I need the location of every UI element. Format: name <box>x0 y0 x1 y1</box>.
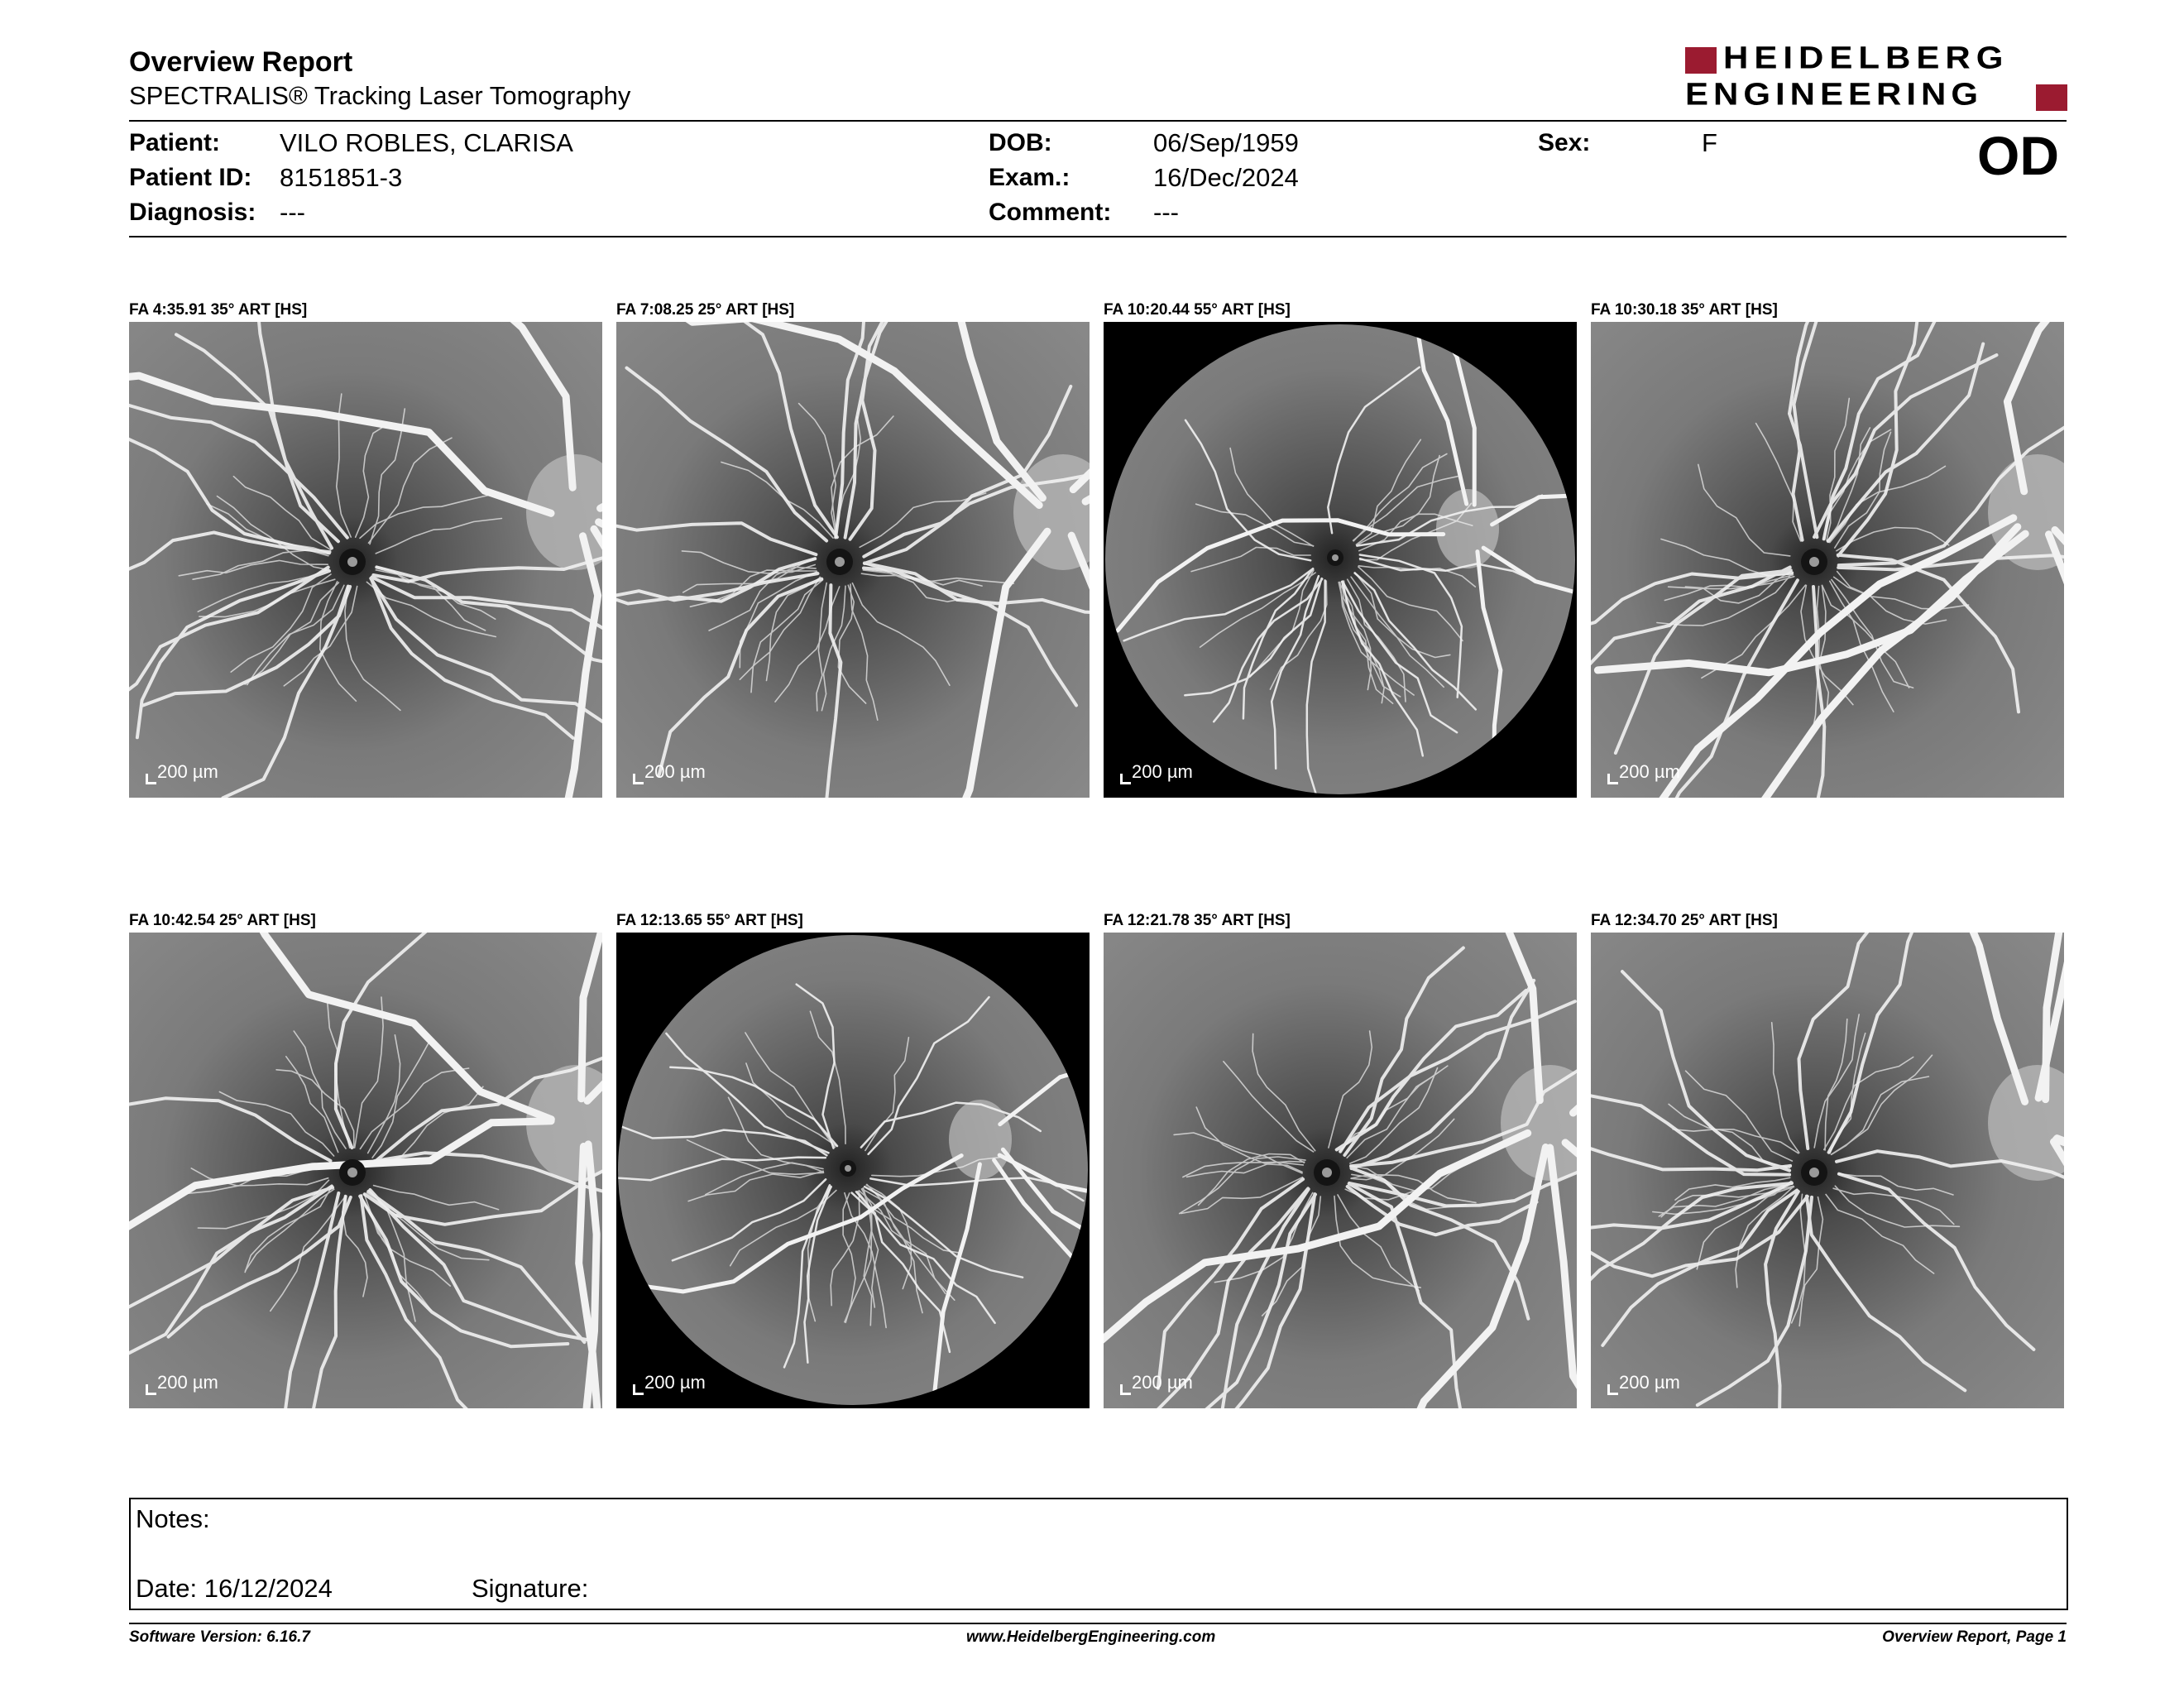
image-caption: FA 12:13.65 55° ART [HS] <box>616 912 803 929</box>
scale-bar-icon <box>146 774 156 784</box>
angiography-image[interactable] <box>616 933 1090 1408</box>
dob-value: 06/Sep/1959 <box>1153 128 1299 157</box>
scale-label: 200 µm <box>157 1372 218 1393</box>
scale-bar-icon <box>146 1384 156 1395</box>
scale-label: 200 µm <box>157 761 218 782</box>
report-subtitle: SPECTRALIS® Tracking Laser Tomography <box>129 81 631 110</box>
eye-indicator: OD <box>1977 125 2059 186</box>
scale-bar-icon <box>1607 1384 1618 1395</box>
scale-bar-icon <box>1120 774 1131 784</box>
scale-label: 200 µm <box>644 1372 706 1393</box>
logo-square-icon <box>1685 47 1717 74</box>
image-caption: FA 10:30.18 35° ART [HS] <box>1591 301 1778 319</box>
image-caption: FA 10:42.54 25° ART [HS] <box>129 912 316 929</box>
header-divider <box>129 120 2067 122</box>
scale-label: 200 µm <box>1132 761 1193 782</box>
angiography-image[interactable] <box>1104 322 1577 798</box>
notes-box <box>129 1498 2068 1610</box>
scale-label: 200 µm <box>1132 1372 1193 1393</box>
sex-label: Sex: <box>1538 129 1591 156</box>
signature-label: Signature: <box>472 1574 589 1603</box>
image-caption: FA 10:20.44 55° ART [HS] <box>1104 301 1291 319</box>
dob-label: DOB: <box>989 129 1052 156</box>
exam-value: 16/Dec/2024 <box>1153 163 1299 192</box>
image-caption: FA 4:35.91 35° ART [HS] <box>129 301 308 319</box>
sex-value: F <box>1702 128 1717 157</box>
report-title: Overview Report <box>129 46 353 78</box>
patient-value: VILO ROBLES, CLARISA <box>280 128 573 157</box>
notes-label: Notes: <box>136 1504 210 1533</box>
date-label: Date: 16/12/2024 <box>136 1574 333 1603</box>
software-version: Software Version: 6.16.7 <box>129 1628 310 1646</box>
comment-label: Comment: <box>989 199 1112 226</box>
scale-bar-icon <box>1120 1384 1131 1395</box>
logo-line-1: HEIDELBERG <box>1723 40 2009 75</box>
angiography-image[interactable] <box>1104 933 1577 1408</box>
image-caption: FA 7:08.25 25° ART [HS] <box>616 301 795 319</box>
exam-label: Exam.: <box>989 164 1070 191</box>
patient-id-value: 8151851-3 <box>280 163 403 192</box>
comment-value: --- <box>1153 198 1179 227</box>
patient-label: Patient: <box>129 129 221 156</box>
angiography-image[interactable] <box>129 933 602 1408</box>
angiography-image[interactable] <box>1591 322 2064 798</box>
diagnosis-value: --- <box>280 198 305 227</box>
website-link[interactable]: www.HeidelbergEngineering.com <box>966 1628 1216 1646</box>
angiography-image[interactable] <box>1591 933 2064 1408</box>
scale-bar-icon <box>633 774 644 784</box>
scale-bar-icon <box>633 1384 644 1395</box>
footer-divider <box>129 1623 2067 1624</box>
page-number: Overview Report, Page 1 <box>1882 1628 2067 1646</box>
diagnosis-label: Diagnosis: <box>129 199 256 226</box>
angiography-image[interactable] <box>129 322 602 798</box>
angiography-image[interactable] <box>616 322 1090 798</box>
logo-square-icon <box>2036 84 2067 111</box>
patient-id-label: Patient ID: <box>129 164 252 191</box>
scale-label: 200 µm <box>644 761 706 782</box>
image-caption: FA 12:21.78 35° ART [HS] <box>1104 912 1291 929</box>
patient-divider <box>129 236 2067 237</box>
logo-line-2: ENGINEERING <box>1685 76 1984 112</box>
scale-bar-icon <box>1607 774 1618 784</box>
heidelberg-logo <box>1685 40 2067 116</box>
scale-label: 200 µm <box>1619 1372 1680 1393</box>
image-caption: FA 12:34.70 25° ART [HS] <box>1591 912 1778 929</box>
scale-label: 200 µm <box>1619 761 1680 782</box>
